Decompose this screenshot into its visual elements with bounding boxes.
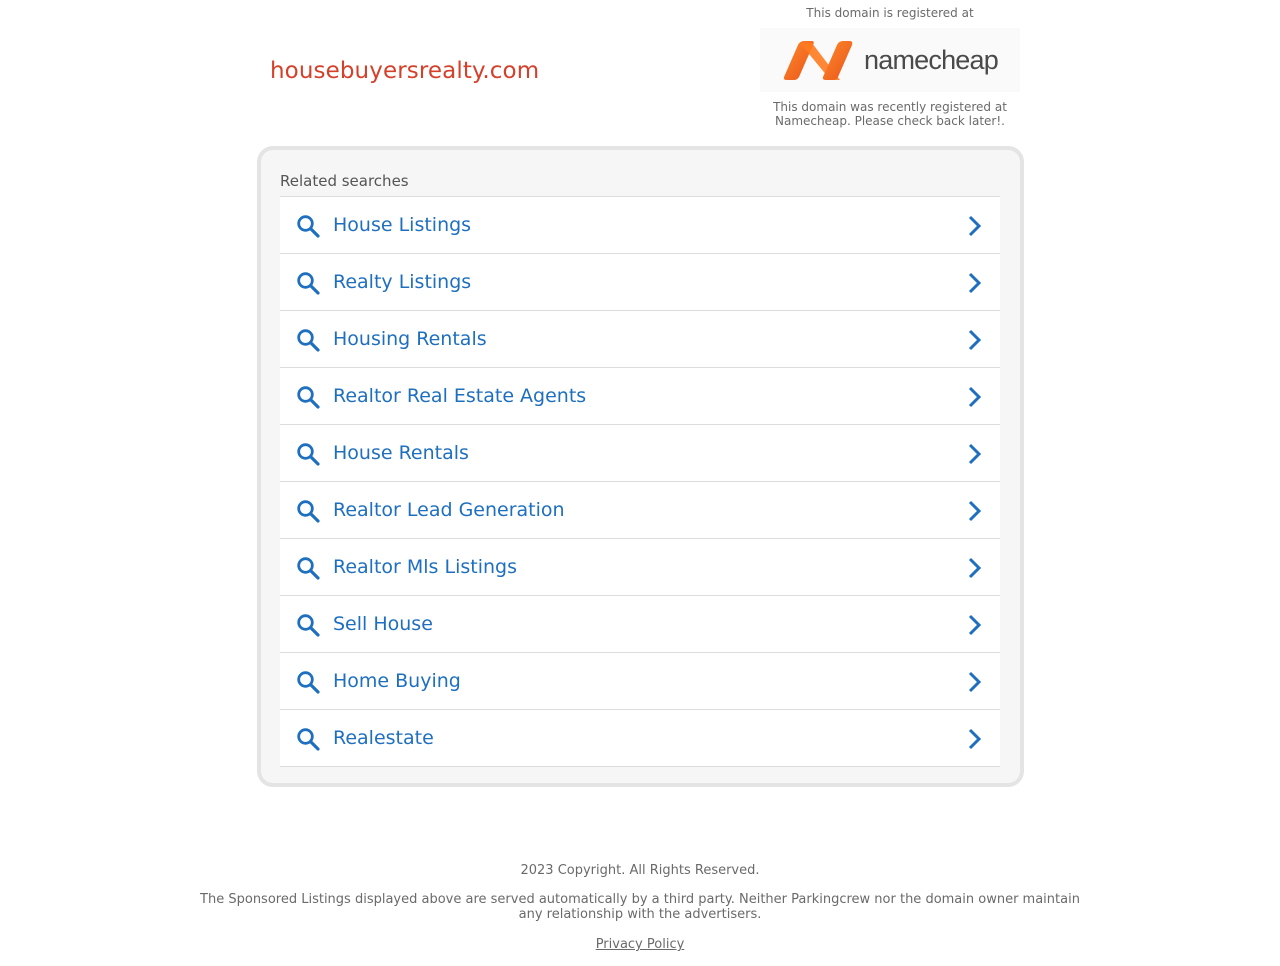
related-search-label: Realty Listings (333, 271, 472, 293)
chevron-right-icon (966, 556, 984, 580)
related-searches-list (280, 196, 1000, 767)
chevron-right-icon (966, 442, 984, 466)
related-search-item[interactable] (280, 482, 1000, 539)
chevron-right-icon (966, 385, 984, 409)
related-search-item[interactable] (280, 653, 1000, 710)
search-icon (296, 613, 320, 637)
search-icon (296, 499, 320, 523)
search-icon (296, 328, 320, 352)
chevron-right-icon (966, 214, 984, 238)
chevron-right-icon (966, 727, 984, 751)
chevron-right-icon (966, 328, 984, 352)
related-search-item[interactable] (280, 710, 1000, 767)
related-search-item[interactable] (280, 596, 1000, 653)
chevron-right-icon (966, 499, 984, 523)
namecheap-logo[interactable] (760, 28, 1020, 92)
related-search-item[interactable] (280, 197, 1000, 254)
search-icon (296, 271, 320, 295)
privacy-policy-link[interactable]: Privacy Policy (595, 937, 685, 952)
disclaimer-text: The Sponsored Listings displayed above are served automatically by a third party. Neither Parkingcrew nor the domain owner maintain any relationship with the advertisers. (200, 892, 1080, 922)
related-searches-title: Related searches (280, 172, 409, 190)
related-search-label: House Listings (333, 214, 472, 236)
related-search-item[interactable] (280, 254, 1000, 311)
related-search-item[interactable] (280, 311, 1000, 368)
related-search-label: Housing Rentals (333, 328, 487, 350)
chevron-right-icon (966, 670, 984, 694)
related-search-label: House Rentals (333, 442, 469, 464)
namecheap-wordmark: namecheap (864, 44, 998, 75)
search-icon (296, 727, 320, 751)
related-searches-panel (257, 146, 1024, 787)
search-icon (296, 442, 320, 466)
chevron-right-icon (966, 271, 984, 295)
registrar-box (760, 0, 1020, 128)
related-search-label: Realtor Lead Generation (333, 499, 565, 521)
footer (0, 862, 1280, 952)
search-icon (296, 556, 320, 580)
domain-title: housebuyersrealty.com (270, 58, 540, 84)
search-icon (296, 214, 320, 238)
namecheap-n-icon (782, 39, 854, 81)
related-search-label: Sell House (333, 613, 433, 635)
related-search-label: Home Buying (333, 670, 461, 692)
registration-note: This domain was recently registered at Namecheap. Please check back later!. (773, 100, 1007, 128)
registered-at-text: This domain is registered at (806, 6, 974, 20)
related-search-item[interactable] (280, 425, 1000, 482)
related-search-label: Realtor Real Estate Agents (333, 385, 587, 407)
related-search-item[interactable] (280, 539, 1000, 596)
related-search-label: Realtor Mls Listings (333, 556, 517, 578)
related-search-item[interactable] (280, 368, 1000, 425)
search-icon (296, 670, 320, 694)
search-icon (296, 385, 320, 409)
copyright-text: 2023 Copyright. All Rights Reserved. (520, 863, 760, 878)
related-search-label: Realestate (333, 727, 434, 749)
chevron-right-icon (966, 613, 984, 637)
